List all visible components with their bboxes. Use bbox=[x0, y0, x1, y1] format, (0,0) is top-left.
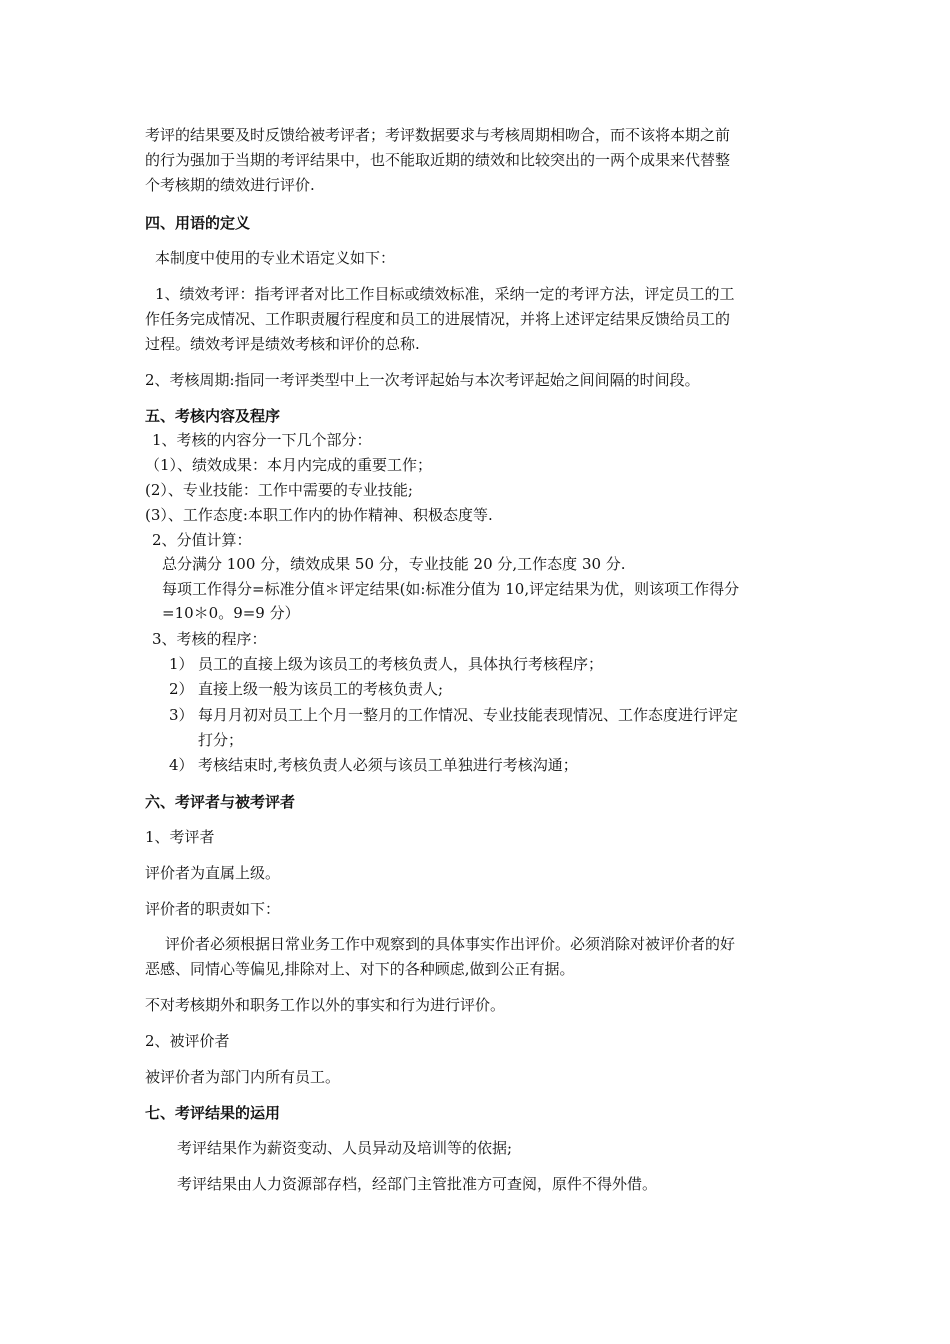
evaluator-duties-line-2: 恶感、同情心等偏见,排除对上、对下的各种顾虑,做到公正有据。 bbox=[145, 960, 575, 978]
definition-2: 2、考核周期:指同一考评类型中上一次考评起始与本次考评起始之间间隔的时间段。 bbox=[145, 371, 700, 389]
intro-line-1: 考评的结果要及时反馈给被考评者；考评数据要求与考核周期相吻合，而不该将本期之前 bbox=[145, 126, 731, 144]
evaluator-scope: 不对考核期外和职务工作以外的事实和行为进行评价。 bbox=[145, 996, 506, 1014]
procedure-2-number: 2） bbox=[169, 680, 194, 698]
score-total: 总分满分 100 分，绩效成果 50 分，专业技能 20 分,工作态度 30 分. bbox=[162, 555, 626, 573]
content-item-1: 1、考核的内容分一下几个部分： bbox=[152, 431, 372, 449]
evaluatee-heading: 2、被评价者 bbox=[145, 1032, 230, 1050]
section-5-title: 五、考核内容及程序 bbox=[145, 407, 281, 425]
content-item-1b: (2）、专业技能：工作中需要的专业技能; bbox=[145, 481, 413, 499]
section-4-intro: 本制度中使用的专业术语定义如下： bbox=[155, 249, 396, 267]
section-6-title: 六、考评者与被考评者 bbox=[145, 793, 296, 811]
content-item-3: 3、考核的程序： bbox=[152, 630, 267, 648]
score-formula-line-1: 每项工作得分=标准分值＊评定结果(如:标准分值为 10,评定结果为优，则该项工作得分 bbox=[162, 580, 740, 598]
evaluator-duties-heading: 评价者的职责如下： bbox=[145, 900, 281, 918]
procedure-3-line-1: 每月月初对员工上个月一整月的工作情况、专业技能表现情况、工作态度进行评定 bbox=[198, 706, 739, 724]
evaluator-heading: 1、考评者 bbox=[145, 828, 215, 846]
content-item-1a: （1）、绩效成果：本月内完成的重要工作； bbox=[145, 456, 433, 474]
definition-1-line-3: 过程。绩效考评是绩效考核和评价的总称. bbox=[145, 335, 420, 353]
procedure-2: 直接上级一般为该员工的考核负责人; bbox=[198, 680, 444, 698]
procedure-3-line-2: 打分； bbox=[198, 731, 244, 749]
intro-line-2: 的行为强加于当期的考评结果中，也不能取近期的绩效和比较突出的一两个成果来代替整 bbox=[145, 151, 731, 169]
evaluator-duties-line-1: 评价者必须根据日常业务工作中观察到的具体事实作出评价。必须消除对被评价者的好 bbox=[165, 935, 736, 953]
definition-1-line-1: 1、绩效考评：指考评者对比工作目标或绩效标准，采纳一定的考评方法，评定员工的工 bbox=[155, 285, 735, 303]
definition-1-line-2: 作任务完成情况、工作职责履行程度和员工的进展情况，并将上述评定结果反馈给员工的 bbox=[145, 310, 731, 328]
score-formula-line-2: =10＊0。9=9 分） bbox=[162, 604, 300, 622]
result-usage-1: 考评结果作为薪资变动、人员异动及培训等的依据; bbox=[177, 1139, 513, 1157]
evaluator-desc: 评价者为直属上级。 bbox=[145, 864, 281, 882]
procedure-4: 考核结束时,考核负责人必须与该员工单独进行考核沟通； bbox=[198, 756, 578, 774]
procedure-1-number: 1） bbox=[169, 655, 194, 673]
result-usage-2: 考评结果由人力资源部存档，经部门主管批准方可查阅，原件不得外借。 bbox=[177, 1175, 658, 1193]
procedure-4-number: 4） bbox=[169, 756, 194, 774]
procedure-1: 员工的直接上级为该员工的考核负责人，具体执行考核程序； bbox=[198, 655, 604, 673]
section-7-title: 七、考评结果的运用 bbox=[145, 1104, 281, 1122]
procedure-3-number: 3） bbox=[169, 706, 194, 724]
section-4-title: 四、用语的定义 bbox=[145, 214, 251, 232]
evaluatee-desc: 被评价者为部门内所有员工。 bbox=[145, 1068, 341, 1086]
content-item-1c: (3）、工作态度:本职工作内的协作精神、积极态度等. bbox=[145, 506, 493, 524]
content-item-2: 2、分值计算： bbox=[152, 531, 252, 549]
intro-line-3: 个考核期的绩效进行评价. bbox=[145, 176, 315, 194]
